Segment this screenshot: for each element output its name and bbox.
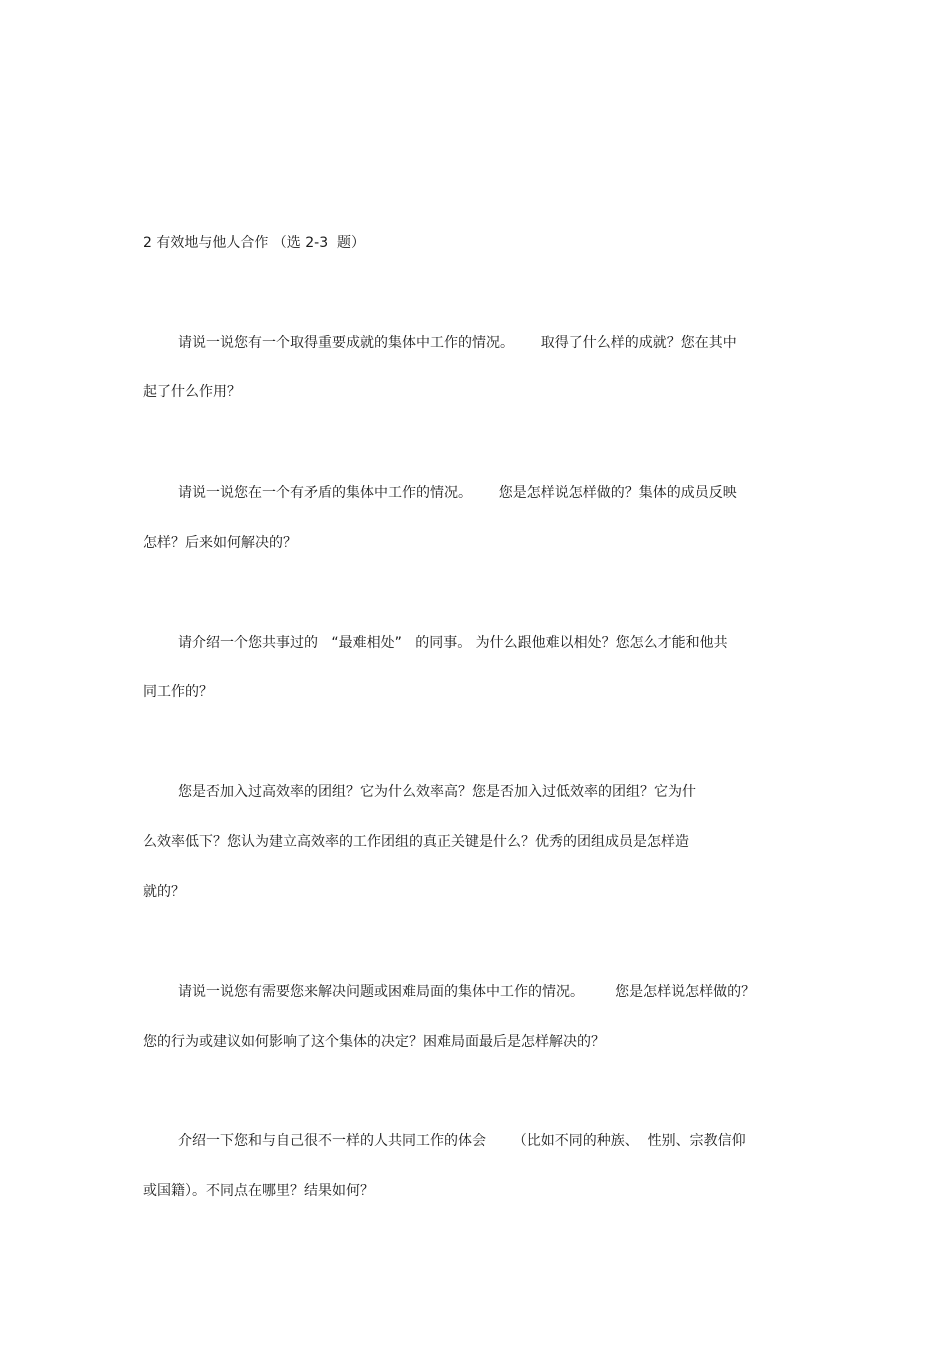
question-3-line-1: 请介绍一个您共事过的 “最难相处” 的同事。 为什么跟他难以相处？您怎么才能和他共 [178, 635, 728, 651]
question-5-line-1: 请说一说您有需要您来解决问题或困难局面的集体中工作的情况。 您是怎样说怎样做的？ [178, 984, 756, 1000]
question-1-line-1: 请说一说您有一个取得重要成就的集体中工作的情况。 取得了什么样的成就？您在其中 [178, 335, 737, 351]
question-6-line-2: 或国籍）。不同点在哪里？结果如何？ [143, 1183, 374, 1199]
question-4-line-1: 您是否加入过高效率的团组？它为什么效率高？您是否加入过低效率的团组？它为什 [178, 784, 696, 800]
question-4-line-2: 么效率低下？您认为建立高效率的工作团组的真正关键是什么？优秀的团组成员是怎样造 [143, 834, 689, 850]
question-6-line-1: 介绍一下您和与自己很不一样的人共同工作的体会 （比如不同的种族、 性别、宗教信仰 [178, 1133, 746, 1149]
question-2-line-1: 请说一说您在一个有矛盾的集体中工作的情况。 您是怎样说怎样做的？集体的成员反映 [178, 485, 737, 501]
question-5-line-2: 您的行为或建议如何影响了这个集体的决定？困难局面最后是怎样解决的？ [143, 1034, 605, 1050]
question-3-line-2: 同工作的？ [143, 684, 213, 700]
question-1-line-2: 起了什么作用？ [143, 384, 241, 400]
question-4-line-3: 就的？ [143, 884, 185, 900]
question-2-line-2: 怎样？后来如何解决的？ [143, 535, 297, 551]
section-heading: 2 有效地与他人合作 （选 2-3 题） [143, 235, 366, 251]
